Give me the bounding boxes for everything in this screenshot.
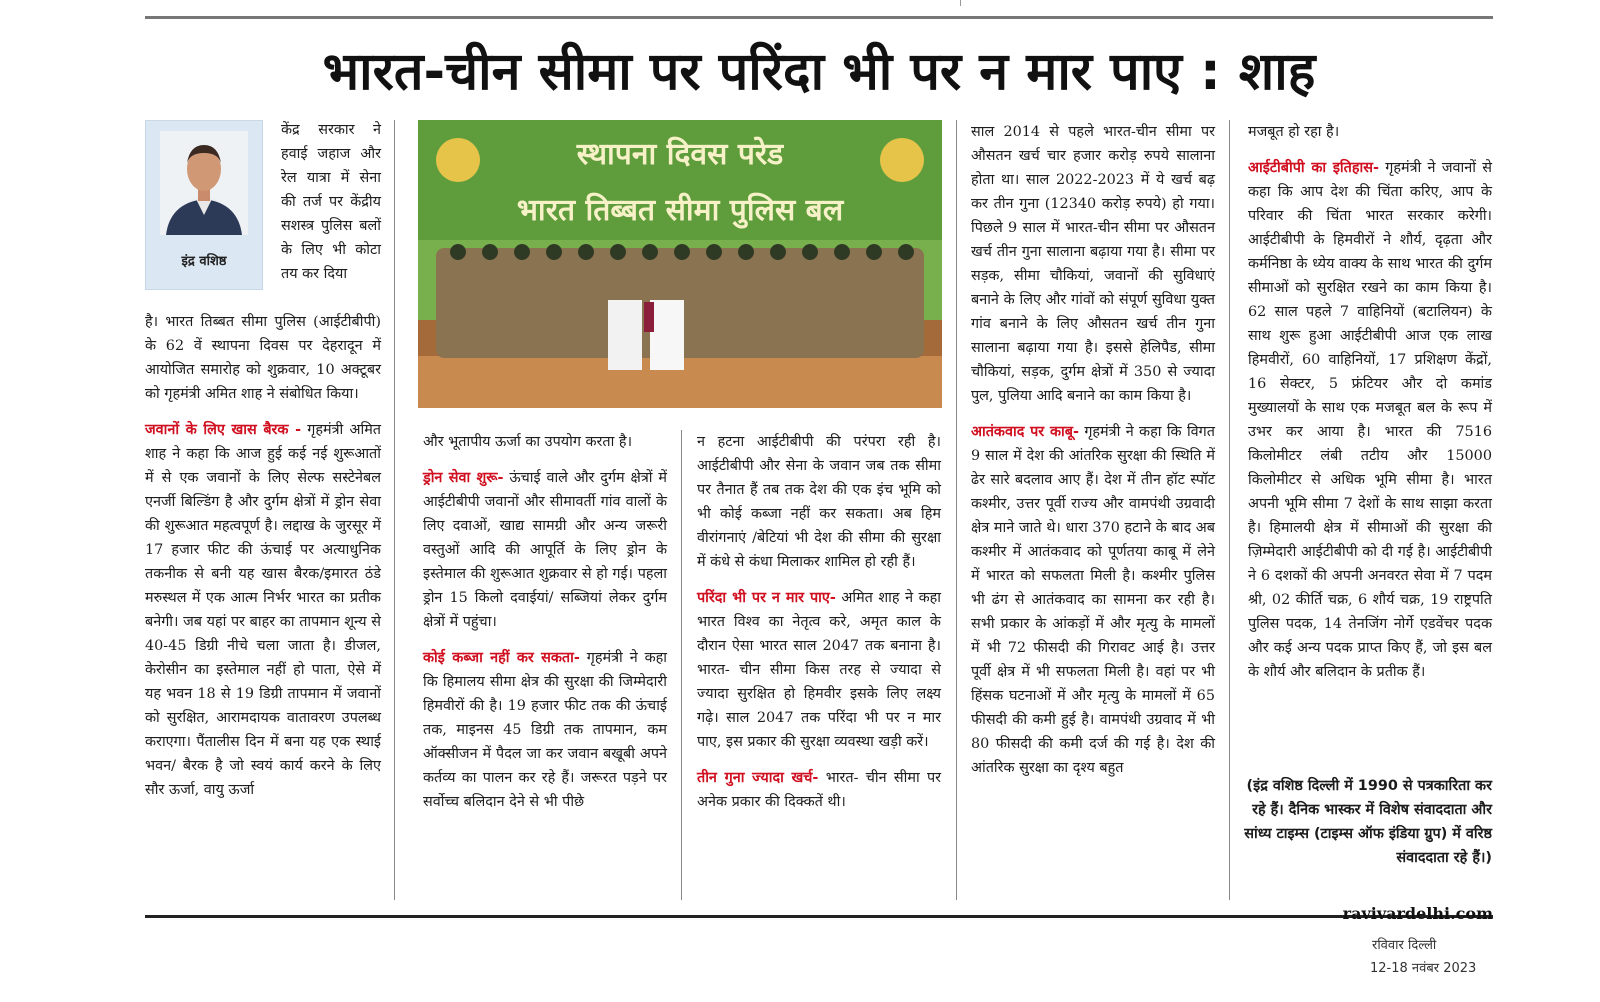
col2-para-2: गृहमंत्री ने कहा कि हिमालय सीमा क्षेत्र की सुरक्षा की जिम्मेदारी हिमवीरों की है। 19 हजार फीट तक की ऊंचाई तक, माइनस 45 डिग्री तक तापमान, कम ऑक्सीजन में पैदल जा कर जवान बखूबी अपने कर्तव्य का पालन कर रहे हैं। जरूरत पड़ने पर सर्वोच्च बलिदान देने से भी पीछे (423, 650, 668, 810)
top-rule (145, 16, 1493, 19)
photo-banner-line2: भारत तिब्बत सीमा पुलिस बल (516, 193, 844, 228)
column-4 (971, 120, 1215, 792)
author-name: इंद्र वशिष्ठ (181, 254, 227, 269)
col2-subhead-2: कोई कब्जा नहीं कर सकता- (423, 650, 580, 666)
col1-intro-rest: है। भारत तिब्बत सीमा पुलिस (आईटीबीपी) के 62 वें स्थापना दिवस पर देहरादून में आयोजित समारोह को शुक्रवार, 10 अक्टूबर को गृहमंत्री अमित शाह ने संबोधित किया। (145, 314, 381, 402)
paper-name: रविवार दिल्ली (1372, 938, 1437, 953)
col2-para-1: ऊंचाई वाले और दुर्गम क्षेत्रों में आईटीबीपी जवानों और सीमावर्ती गांव वालों के लिए दवाओं, खाद्य सामग्री और अन्य जरूरी वस्तुओं आदि की आपूर्ति के लिए ड्रोन के इस्तेमाल की शुरूआत शुक्रवार से हो गई। पहला ड्रोन 15 किलो दवाईयां/ सब्जियां लेकर दुर्गम क्षेत्रों में पहुंचा। (423, 470, 668, 630)
author-avatar (160, 131, 248, 235)
column-rule-3 (956, 120, 957, 900)
col4-para-1: गृहमंत्री ने कहा कि विगत 9 साल में देश की आंतरिक सुरक्षा की स्थिति में ढेर सारे बदलाव आए हैं। देश में तीन हॉट स्पॉट कश्मीर, उत्तर पूर्वी राज्य और वामपंथी उग्रवादी क्षेत्र माने जाते थे। धारा 370 हटाने के बाद अब कश्मीर में आतंकवाद को पूर्णतया काबू में लेने में भारत को सफलता मिली है। कश्मीर पुलिस भी ढंग से आतंकवाद का सामना कर रही है। सभी प्रकार के आंकड़ों में और मृत्यु के मामलों में भी 72 फीसदी की गिरावट आई है। उत्तर पूर्वी क्षेत्र में भी सफलता मिली है। वहां पर भी हिंसक घटनाओं में और मृत्यु के मामलों में 65 फीसदी की कमी हुई है। वामपंथी उग्रवाद में भी 80 फीसदी की कमी दर्ज की गई है। देश की आंतरिक सुरक्षा का दृश्य बहुत (971, 424, 1215, 776)
parade-photo (418, 120, 942, 408)
column-rule-1 (394, 120, 395, 900)
col1-intro-wrap: केंद्र सरकार ने हवाई जहाज और रेल यात्रा में सेना की तर्ज पर केंद्रीय सशस्त्र पुलिस बलों के लिए भी कोटा तय कर दिया (281, 122, 381, 282)
col3-subhead-2: तीन गुना ज्यादा खर्च- (697, 770, 819, 786)
col5-para-0: मजबूत हो रहा है। (1248, 124, 1340, 140)
site-url: ravivardelhi.com (1342, 904, 1493, 923)
col4-para-0: साल 2014 से पहले भारत-चीन सीमा पर औसतन खर्च चार हजार करोड़ रुपये सालाना होता था। साल 2022-2023 में ये खर्च बढ़ कर तीन गुना (12340 करोड़ रुपये) हो गया। पिछले 9 साल में भारत-चीन सीमा पर औसतन खर्च तीन गुना सालाना बढ़ाया गया है। सीमा पर सड़क, सीमा चौकियां, जवानों की सुविधाएं बनाने के लिए और गांवों को संपूर्ण सुविधा युक्त गांव बनाने के लिए औसतन खर्च तीन गुना सालाना बढ़ाया गया है। इससे हेलिपैड, सीमा चौकियां, सड़क, दुर्गम क्षेत्रों में 350 से ज्यादा पुल, पुलिया आदि बनाने का काम किया है। (971, 124, 1215, 404)
headline: भारत-चीन सीमा पर परिंदा भी पर न मार पाए : शाह (322, 42, 1316, 102)
column-3 (697, 430, 941, 826)
issue-date: 12-18 नवंबर 2023 (1370, 961, 1477, 976)
author-note: (इंद्र वशिष्ठ दिल्ली में 1990 से पत्रकारिता कर रहे हैं। दैनिक भास्कर में विशेष संवाददाता और सांध्य टाइम्स (टाइम्स ऑफ इंडिया ग्रुप) में वरिष्ठ संवाददाता रहे हैं।) (1244, 778, 1492, 866)
col3-para-0: न हटना आईटीबीपी की परंपरा रही है। आईटीबीपी और सेना के जवान जब तक सीमा पर तैनात हैं तब तक देश की एक इंच भूमि को भी कोई कब्जा नहीं कर सकता। अब हिम वीरांगनाएं /बेटियां भी देश की सीमा की सुरक्षा में कंधे से कंधा मिलाकर शामिल हो रही हैं। (697, 434, 941, 570)
column-5 (1248, 120, 1492, 696)
col2-para-0: और भूतापीय ऊर्जा का उपयोग करता है। (423, 434, 633, 450)
col2-subhead-1: ड्रोन सेवा शुरू- (423, 470, 504, 486)
author-box (145, 120, 263, 290)
column-rule-4 (1229, 120, 1230, 900)
top-tick (960, 0, 961, 6)
column-2 (423, 430, 667, 826)
bottom-rule (145, 915, 1493, 918)
col1-para-1: गृहमंत्री अमित शाह ने कहा कि आज हुई कई नई शुरूआतों में से एक जवानों के लिए सेल्फ सस्टेनेबल एनर्जी बिल्डिंग है और दुर्गम क्षेत्रों में ड्रोन सेवा की शुरूआत महत्वपूर्ण है। लद्दाख के जुरसूर में 17 हजार फीट की ऊंचाई पर अत्याधुनिक तकनीक से बनी यह खास बैरक/इमारत ठंडे मरुस्थल में एक आत्म निर्भर भारत का प्रतीक बनेगी। जब यहां पर बाहर का तापमान शून्य से 40-45 डिग्री नीचे चला जाता है। डीजल, केरोसीन का इस्तेमाल नहीं हो पाता, ऐसे में यह भवन 18 से 19 डिग्री तापमान में जवानों को सुरक्षित, आरामदायक वातावरण उपलब्ध कराएगा। पैंतालीस दिन में बना यह एक स्थाई भवन/ बैरक है जो स्वयं कार्य करने के लिए सौर ऊर्जा, वायु ऊर्जा (145, 422, 381, 798)
column-1 (145, 310, 381, 814)
col5-para-1: गृहमंत्री ने जवानों से कहा कि आप देश की चिंता करिए, आप के परिवार की चिंता भारत सरकार करेगी। आईटीबीपी के हिमवीरों ने शौर्य, दृढ़ता और कर्मनिष्ठा के ध्येय वाक्य के साथ भारत की दुर्गम सीमाओं को सुरक्षित रखने का काम किया है। 62 साल पहले 7 वाहिनियों (बटालियन) के साथ शुरू हुआ आईटीबीपी आज एक लाख हिमवीरों, 60 वाहिनियों, 17 प्रशिक्षण केंद्रों, 16 सेक्टर, 5 फ्रंटियर और दो कमांड मुख्यालयों के साथ एक मजबूत बल के रूप में उभर कर आया है। भारत की 7516 किलोमीटर लंबी तटीय और 15000 किलोमीटर से अधिक भूमि सीमा है। भारत अपनी भूमि सीमा 7 देशों के साथ साझा करता है। हिमालयी क्षेत्र में सीमाओं की सुरक्षा की ज़िम्मेदारी आईटीबीपी को दी गई है। आईटीबीपी ने 6 दशकों की अपनी अनवरत सेवा में 7 पदम श्री, 02 कीर्ति चक्र, 6 शौर्य चक्र, 19 राष्ट्रपति पुलिस पदक, 14 तेनजिंग नोर्गे एडवेंचर पदक और कई अन्य पदक प्राप्त किए हैं, जो इस बल के शौर्य और बलिदान के प्रतीक हैं। (1248, 160, 1492, 680)
col3-para-1: अमित शाह ने कहा भारत विश्व का नेतृत्व करे, अमृत काल के दौरान ऐसा भारत साल 2047 तक बनाना है। भारत- चीन सीमा किस तरह से ज्यादा से ज्यादा सुरक्षित हो हिमवीर इसके लिए लक्ष्य गढ़े। साल 2047 तक परिंदा भी पर न मार पाए, इस प्रकार की सुरक्षा व्यवस्था खड़ी करें। (697, 590, 941, 750)
photo-banner-line1: स्थापना दिवस परेड (576, 137, 784, 172)
col4-subhead-1: आतंकवाद पर काबू- (971, 424, 1079, 440)
col5-subhead-1: आईटीबीपी का इतिहास- (1248, 160, 1379, 176)
col3-para-2: भारत- चीन सीमा पर अनेक प्रकार की दिक्कतें थी। (697, 770, 942, 810)
column-rule-2 (681, 430, 682, 900)
col3-subhead-1: परिंदा भी पर न मार पाए- (697, 590, 836, 606)
col1-subhead-1: जवानों के लिए खास बैरक - (145, 422, 302, 438)
